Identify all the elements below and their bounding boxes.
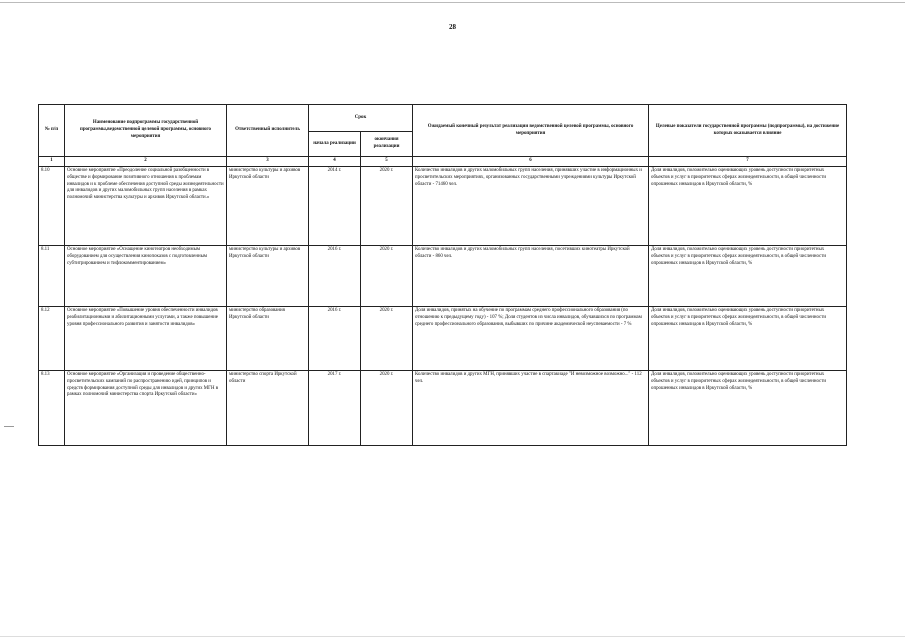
table-row [39, 245, 847, 306]
row-executor: министерство культуры и архивов Иркутской области [227, 245, 309, 306]
row-end: 2020 г. [361, 306, 413, 370]
row-name: Основное мероприятие «Повышение уровня обеспеченности инвалидов реабилитационными и абилитационными услугами, а также повышение уровня профессионального развития и занятости инвалидов» [65, 306, 227, 370]
row-start: 2016 г. [309, 306, 361, 370]
table-row [39, 370, 847, 445]
column-number: 2 [65, 157, 227, 167]
row-name: Основное мероприятие «Оснащение кинотеатров необходимым оборудованием для осуществления кинопоказов с подготовленным субтитрированием и тифлокомментированием» [65, 245, 227, 306]
row-end: 2020 г. [361, 370, 413, 445]
row-num: 8.10 [39, 166, 65, 245]
header-name: Наименование подпрограммы государственной программы,ведомственной целевой программы, основного мероприятия [65, 105, 227, 157]
header-term: Срок [309, 105, 413, 132]
column-number-row [39, 157, 847, 167]
row-num: 8.11 [39, 245, 65, 306]
row-name: Основное мероприятие «Преодоление социальной разобщенности в обществе и формирование позитивного отношения к проблемам инвалидов и к проблеме обеспечения доступной среды жизнедеятельности для инвалидов и других маломобильных групп населения в рамках полномочий министерства культуры и архивов Иркутской области.» [65, 166, 227, 245]
page-bottom-edge [0, 636, 905, 637]
header-indicators: Целевые показатели государственной программы (подпрограммы), на достижение которых оказывается влияние [649, 105, 847, 157]
row-result: Количество инвалидов и других маломобильных групп населения, принявших участие в информационных и просветительских мероприятиях, организованных государственными учреждениями культуры Иркутской области - 71460 чел. [413, 166, 649, 245]
page-number: 28 [449, 23, 456, 31]
table-row [39, 306, 847, 370]
row-indicators: Доля инвалидов, положительно оценивающих уровень доступности приоритетных объектов и услуг в приоритетных сферах жизнедеятельности, в общей численности опрошенных инвалидов в Иркутской области, % [649, 370, 847, 445]
header-result: Ожидаемый конечный результат реализации ведомственной целевой программы, основного мероприятия [413, 105, 649, 157]
row-indicators: Доля инвалидов, положительно оценивающих уровень доступности приоритетных объектов и услуг в приоритетных сферах жизнедеятельности, в общей численности опрошенных инвалидов в Иркутской области, % [649, 166, 847, 245]
program-table [38, 104, 847, 446]
row-num: 8.13 [39, 370, 65, 445]
header-term-start: начала реализации [309, 132, 361, 157]
row-indicators: Доля инвалидов, положительно оценивающих уровень доступности приоритетных объектов и услуг в приоритетных сферах жизнедеятельности, в общей численности опрошенных инвалидов в Иркутской области, % [649, 245, 847, 306]
row-executor: министерство культуры и архивов Иркутской области [227, 166, 309, 245]
row-num: 8.12 [39, 306, 65, 370]
row-end: 2020 г. [361, 166, 413, 245]
column-number: 5 [361, 157, 413, 167]
column-number: 1 [39, 157, 65, 167]
page-top-edge [0, 2, 905, 3]
row-start: 2017 г. [309, 370, 361, 445]
row-indicators: Доля инвалидов, положительно оценивающих уровень доступности приоритетных объектов и услуг в приоритетных сферах жизнедеятельности, в общей численности опрошенных инвалидов в Иркутской области, % [649, 306, 847, 370]
header-executor: Ответственный исполнитель [227, 105, 309, 157]
row-start: 2014 г. [309, 166, 361, 245]
row-end: 2020 г. [361, 245, 413, 306]
table-row [39, 166, 847, 245]
header-num: № п/п [39, 105, 65, 157]
row-result: Количество инвалидов и других МГН, принявших участие в спартакиаде "И невозможное возможно..." - 112 чел. [413, 370, 649, 445]
column-number: 4 [309, 157, 361, 167]
row-name: Основное мероприятие «Организация и проведение общественно-просветительских кампаний по распространению идей, принципов и средств формирования доступной среды для инвалидов и других МГН в рамках полномочий министерства спорта Иркутской области» [65, 370, 227, 445]
row-executor: министерство образования Иркутской области [227, 306, 309, 370]
margin-mark [4, 426, 14, 427]
column-number: 6 [413, 157, 649, 167]
row-result: Доля инвалидов, принятых на обучение по программам среднего профессионального образования (по отношению к предыдущему году) - 107 %; Доля студентов из числа инвалидов, обучавшихся по программам среднего профессионального образования, выбывших по причине академической неуспеваемости - 7 % [413, 306, 649, 370]
row-start: 2016 г. [309, 245, 361, 306]
row-executor: министерство спорта Иркутской области [227, 370, 309, 445]
header-term-end: окончания реализации [361, 132, 413, 157]
row-result: Количество инвалидов и других маломобильных групп населения, посетивших кинотеатры Иркутской области - 860 чел. [413, 245, 649, 306]
column-number: 3 [227, 157, 309, 167]
column-number: 7 [649, 157, 847, 167]
